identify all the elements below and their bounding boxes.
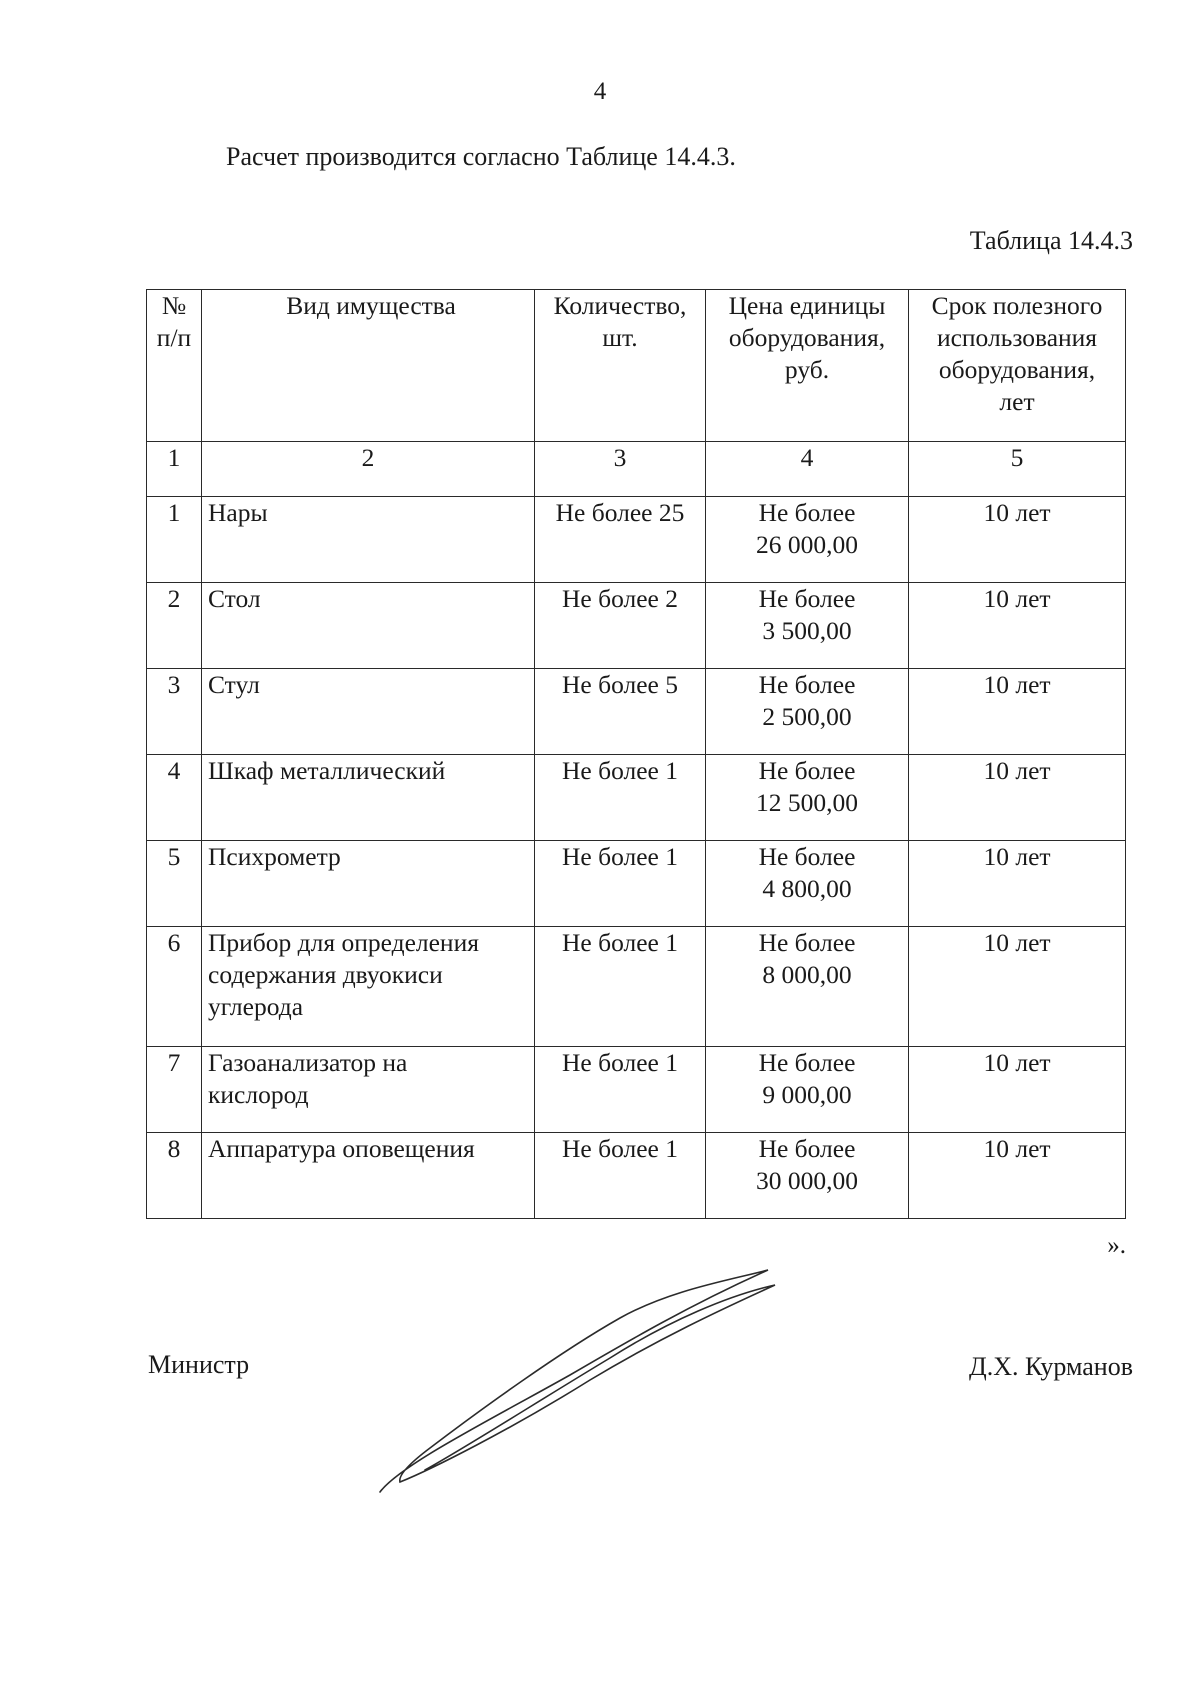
column-number: 1 xyxy=(147,442,202,497)
table-row xyxy=(147,669,1126,755)
item-term: 10 лет xyxy=(909,1133,1126,1219)
item-name-line: углерода xyxy=(208,992,304,1021)
item-name: Нары xyxy=(202,497,535,583)
item-term: 10 лет xyxy=(909,497,1126,583)
item-price xyxy=(706,927,909,1047)
price-label: Не более xyxy=(758,498,856,527)
item-quantity: Не более 2 xyxy=(535,583,706,669)
item-name-line: Газоанализатор на xyxy=(208,1048,408,1077)
signatory-name: Д.Х. Курманов xyxy=(968,1352,1133,1381)
header-cell xyxy=(909,290,1126,442)
item-name: Психрометр xyxy=(202,841,535,927)
item-quantity: Не более 1 xyxy=(535,1047,706,1133)
item-term: 10 лет xyxy=(909,841,1126,927)
item-quantity: Не более 1 xyxy=(535,927,706,1047)
header-line: оборудования, xyxy=(938,355,1096,384)
closing-quote: ». xyxy=(1107,1232,1126,1259)
table-row xyxy=(147,755,1126,841)
table-row xyxy=(147,583,1126,669)
header-line: Количество, xyxy=(553,291,687,320)
item-price xyxy=(706,755,909,841)
price-label: Не более xyxy=(758,1134,856,1163)
header-line: лет xyxy=(999,387,1035,416)
item-name: Стул xyxy=(202,669,535,755)
price-value: 8 000,00 xyxy=(762,960,852,989)
header-cell xyxy=(147,290,202,442)
header-line: Срок полезного xyxy=(931,291,1103,320)
table-row xyxy=(147,841,1126,927)
header-line: шт. xyxy=(602,323,638,352)
price-value: 9 000,00 xyxy=(762,1080,852,1109)
row-number: 5 xyxy=(147,841,202,927)
table-row xyxy=(147,1047,1126,1133)
header-line: № xyxy=(161,291,187,320)
table-row xyxy=(147,497,1126,583)
header-line: Цена единицы xyxy=(728,291,886,320)
item-name xyxy=(202,1047,535,1133)
item-price xyxy=(706,1047,909,1133)
item-price xyxy=(706,583,909,669)
price-label: Не более xyxy=(758,842,856,871)
table-caption: Таблица 14.4.3 xyxy=(969,226,1133,255)
intro-text: Расчет производится согласно Таблице 14.4.3. xyxy=(226,142,736,171)
header-cell xyxy=(706,290,909,442)
table-header-row xyxy=(147,290,1126,442)
item-name: Стол xyxy=(202,583,535,669)
item-quantity: Не более 25 xyxy=(535,497,706,583)
item-name: Аппаратура оповещения xyxy=(202,1133,535,1219)
item-price xyxy=(706,841,909,927)
item-name-line: кислород xyxy=(208,1080,309,1109)
row-number: 2 xyxy=(147,583,202,669)
item-price xyxy=(706,669,909,755)
price-label: Не более xyxy=(758,756,856,785)
row-number: 4 xyxy=(147,755,202,841)
column-number: 3 xyxy=(535,442,706,497)
row-number: 3 xyxy=(147,669,202,755)
header-line: п/п xyxy=(156,323,192,352)
header-line: Вид имущества xyxy=(286,291,456,320)
header-cell xyxy=(202,290,535,442)
column-number-row xyxy=(147,442,1126,497)
item-name-line: содержания двуокиси xyxy=(208,960,443,989)
signatory-title: Министр xyxy=(148,1350,250,1379)
item-term: 10 лет xyxy=(909,669,1126,755)
item-term: 10 лет xyxy=(909,755,1126,841)
row-number: 8 xyxy=(147,1133,202,1219)
item-term: 10 лет xyxy=(909,583,1126,669)
column-number: 2 xyxy=(202,442,535,497)
price-value: 26 000,00 xyxy=(756,530,858,559)
item-name-line: Прибор для определения xyxy=(208,928,479,957)
page-number: 4 xyxy=(593,78,607,105)
row-number: 1 xyxy=(147,497,202,583)
header-line: оборудования, xyxy=(728,323,886,352)
table-row xyxy=(147,927,1126,1047)
handwritten-signature xyxy=(370,1260,790,1500)
equipment-table xyxy=(146,289,1126,1219)
price-value: 30 000,00 xyxy=(756,1166,858,1195)
price-label: Не более xyxy=(758,1048,856,1077)
item-quantity: Не более 1 xyxy=(535,1133,706,1219)
item-price xyxy=(706,497,909,583)
price-label: Не более xyxy=(758,584,856,613)
item-quantity: Не более 5 xyxy=(535,669,706,755)
item-price xyxy=(706,1133,909,1219)
item-term: 10 лет xyxy=(909,1047,1126,1133)
item-name: Шкаф металлический xyxy=(202,755,535,841)
column-number: 5 xyxy=(909,442,1126,497)
item-quantity: Не более 1 xyxy=(535,841,706,927)
price-value: 12 500,00 xyxy=(756,788,858,817)
row-number: 6 xyxy=(147,927,202,1047)
header-line: использования xyxy=(936,323,1098,352)
price-value: 4 800,00 xyxy=(762,874,852,903)
price-label: Не более xyxy=(758,670,856,699)
item-name xyxy=(202,927,535,1047)
item-quantity: Не более 1 xyxy=(535,755,706,841)
row-number: 7 xyxy=(147,1047,202,1133)
price-value: 3 500,00 xyxy=(762,616,852,645)
price-value: 2 500,00 xyxy=(762,702,852,731)
table-row xyxy=(147,1133,1126,1219)
header-line: руб. xyxy=(784,355,830,384)
header-cell xyxy=(535,290,706,442)
item-term: 10 лет xyxy=(909,927,1126,1047)
price-label: Не более xyxy=(758,928,856,957)
column-number: 4 xyxy=(706,442,909,497)
